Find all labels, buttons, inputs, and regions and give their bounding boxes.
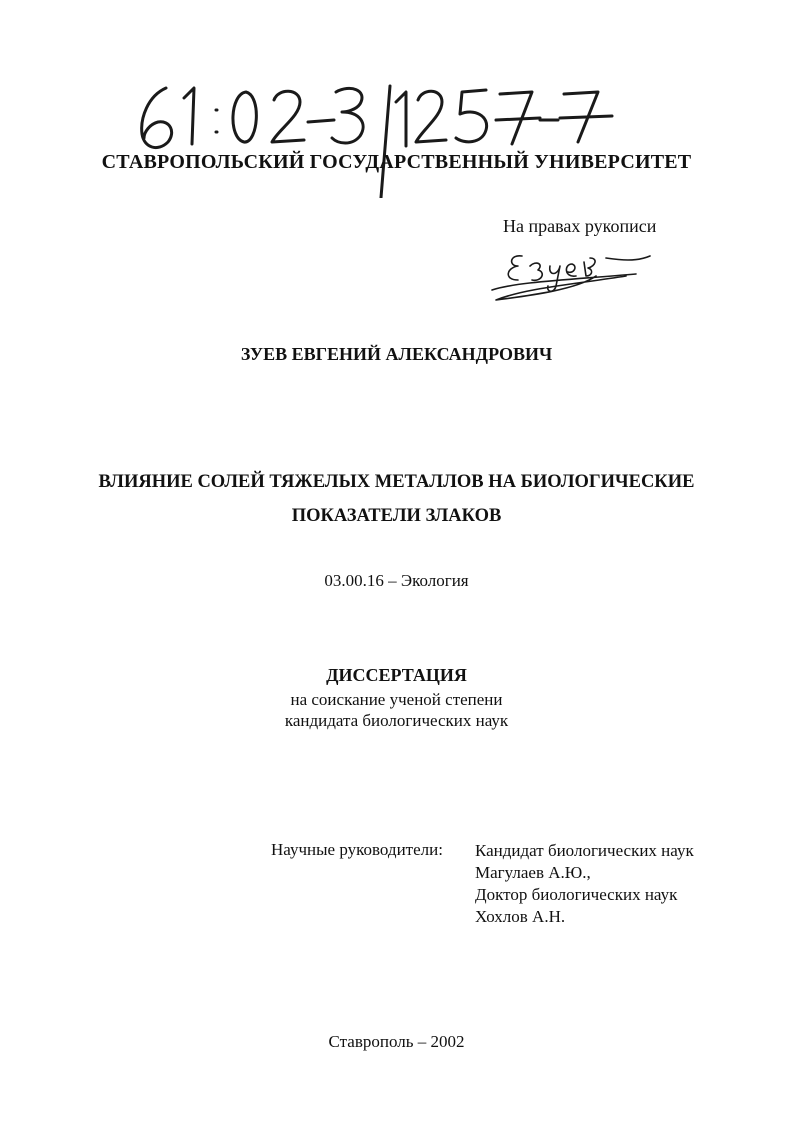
supervisor-line: Магулаев А.Ю.,	[475, 863, 591, 882]
dissertation-heading: ДИССЕРТАЦИЯ	[326, 665, 467, 685]
degree-line1: на соискание ученой степени	[290, 690, 503, 709]
supervisor-line: Кандидат биологических наук	[475, 841, 694, 860]
dissertation-title-line2: ПОКАЗАТЕЛИ ЗЛАКОВ	[291, 506, 502, 526]
author-name: ЗУЕВ ЕВГЕНИЙ АЛЕКСАНДРОВИЧ	[240, 344, 553, 364]
supervisor-line: Доктор биологических наук	[475, 885, 678, 904]
manuscript-rights: На правах рукописи	[503, 216, 657, 236]
handwritten-signature	[486, 246, 656, 306]
supervisor-line: Хохлов А.Н.	[475, 907, 566, 926]
specialty-code: 03.00.16 – Экология	[324, 571, 469, 590]
university-name: СТАВРОПОЛЬСКИЙ ГОСУДАРСТВЕННЫЙ УНИВЕРСИТЕТ	[101, 151, 692, 173]
supervisors-label: Научные руководители:	[271, 840, 443, 859]
dissertation-title-line1: ВЛИЯНИЕ СОЛЕЙ ТЯЖЕЛЫХ МЕТАЛЛОВ НА БИОЛОГИЧЕСКИЕ	[98, 472, 695, 492]
city-year: Ставрополь – 2002	[328, 1032, 465, 1051]
handwritten-shelfmark	[128, 78, 628, 198]
degree-line2: кандидата биологических наук	[284, 711, 509, 730]
supervisors-list	[475, 840, 694, 928]
